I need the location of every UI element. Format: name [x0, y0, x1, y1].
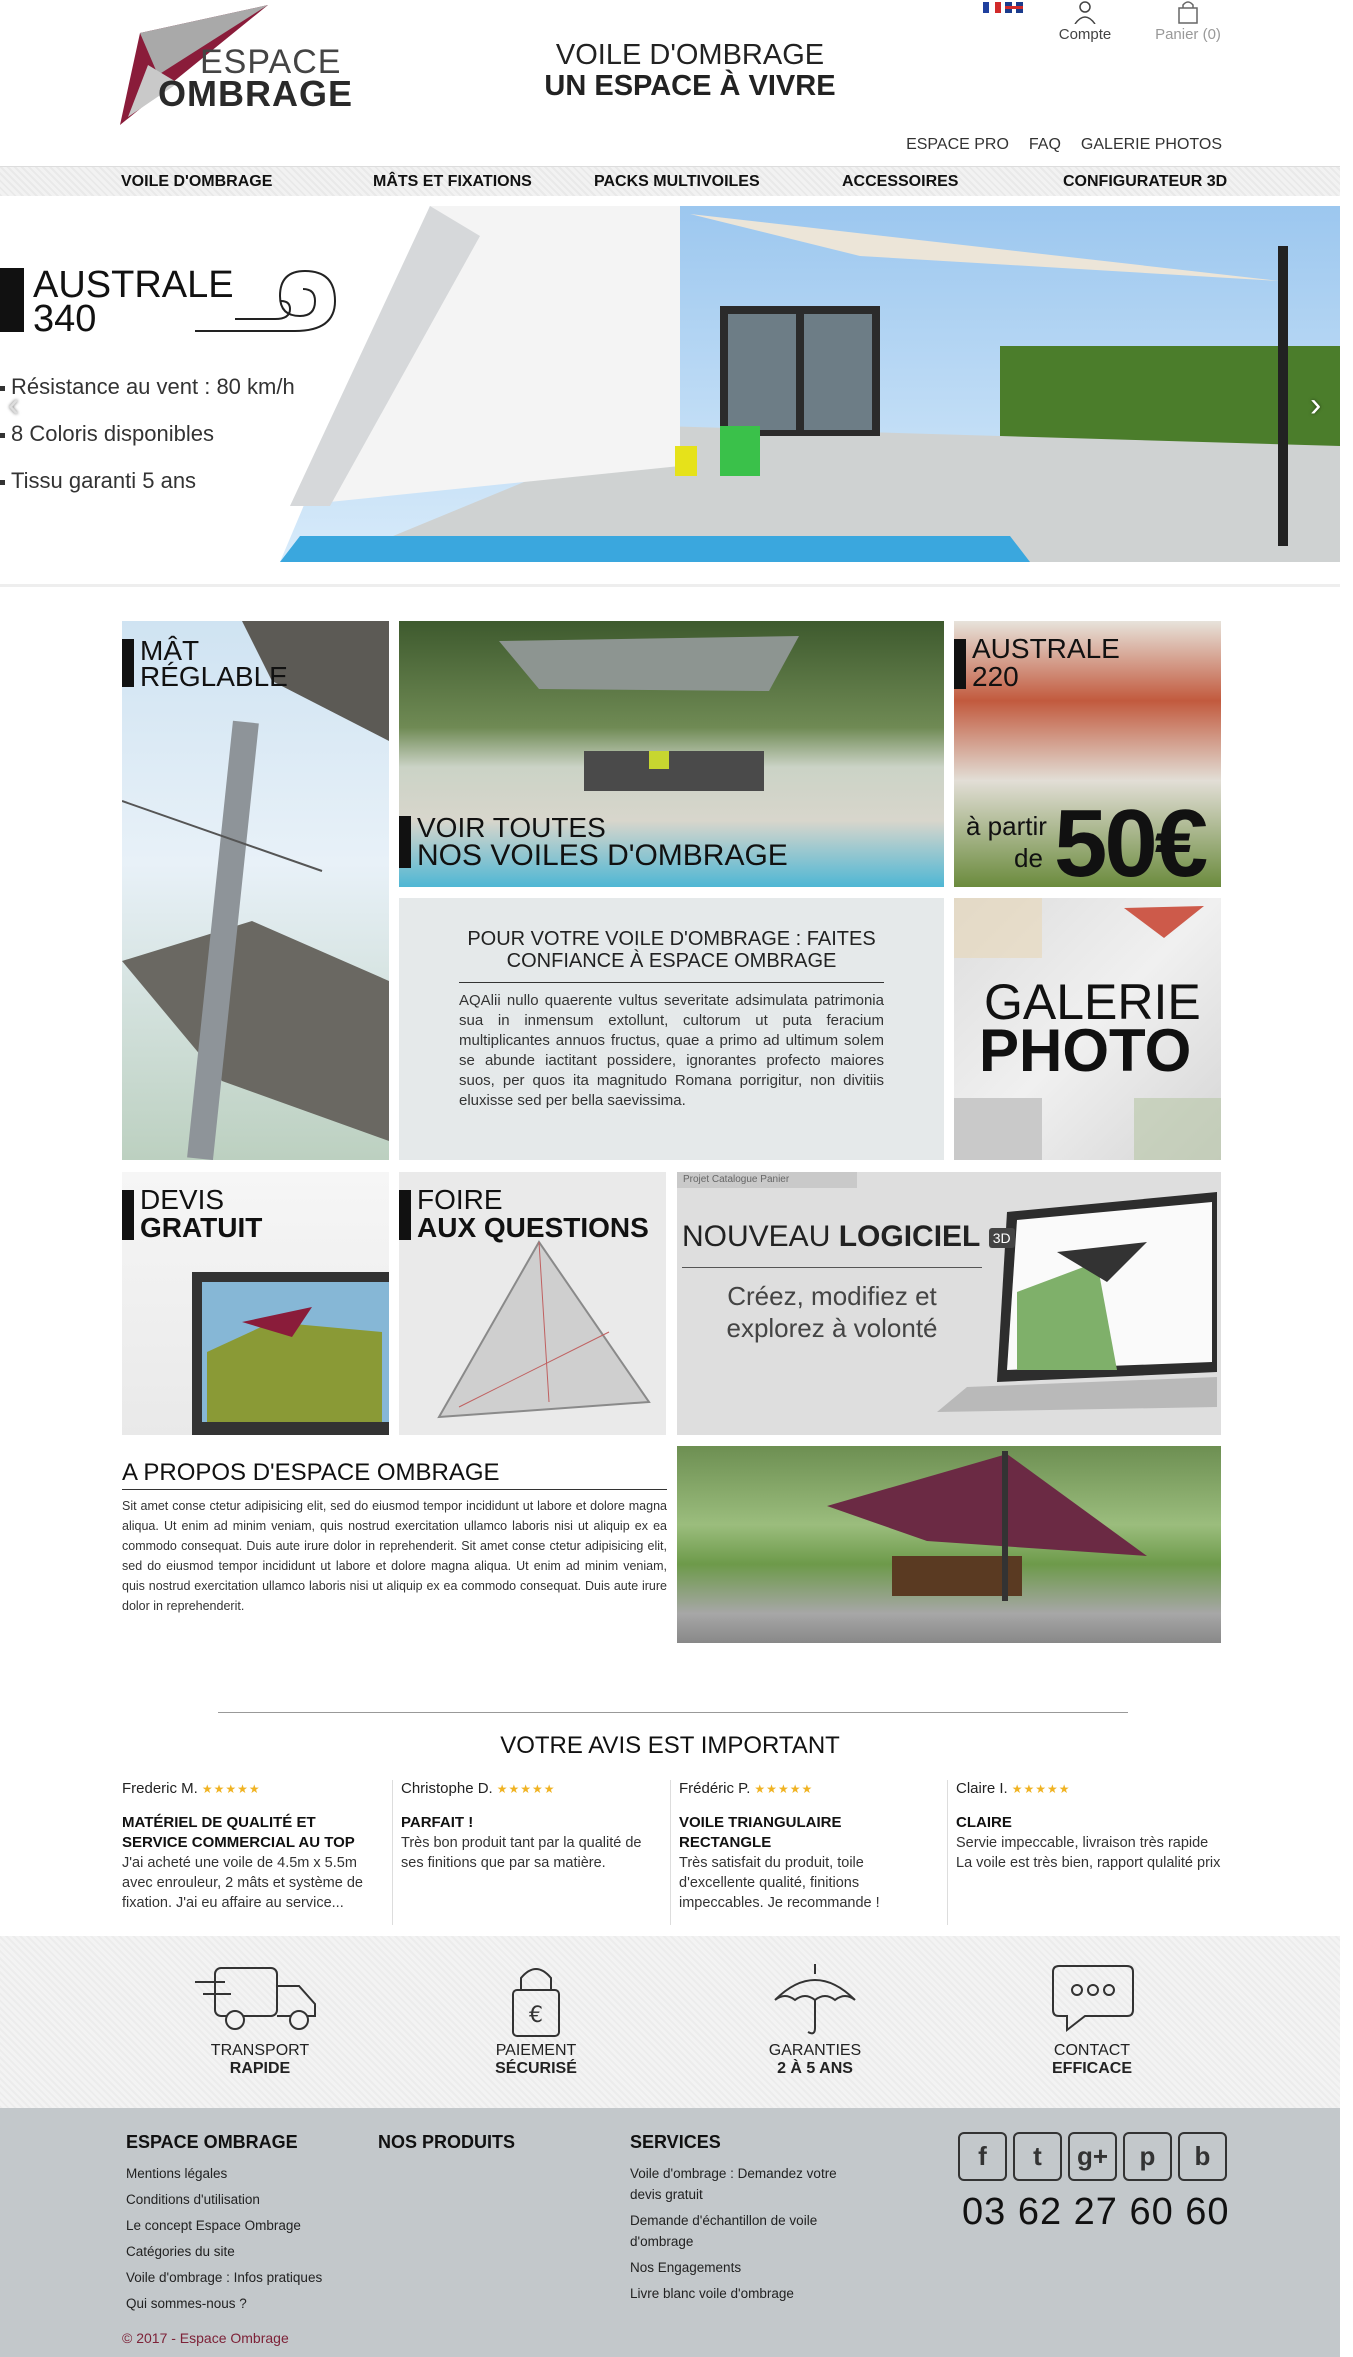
logiciel-title: [682, 1220, 1015, 1254]
reviews-title: VOTRE AVIS EST IMPORTANT: [500, 1732, 840, 1759]
divider: [218, 1712, 1128, 1713]
wind-swirl-icon: [195, 261, 340, 341]
garden-sail-image: [677, 1446, 1221, 1643]
review-author-name: Frederic M.: [122, 1780, 198, 1797]
confiance-text: AQAlii nullo quaerente vultus severitate adsimulata patrimonia sua in inmensum extollunt, cultorum ut puta feracium multiplicantes annuos fructus, quae a primo ad ultimum solem se abunde iactitant possidere, ignorantes profecto maiores suos, per quos ita magnitudo Romana porrigitur, non divitiis eluxisse sed per bella saevissima.: [459, 992, 884, 1109]
logo-text-bottom: OMBRAGE: [158, 73, 353, 114]
review-text: Très bon produit tant par la qualité de ses finitions que par sa matière.: [401, 1835, 642, 1871]
logiciel-3d-badge: 3D: [989, 1228, 1015, 1248]
tagline: [540, 40, 840, 102]
link-galerie-photos[interactable]: GALERIE PHOTOS: [1080, 136, 1222, 153]
review-author-name: Claire I.: [956, 1780, 1008, 1797]
slider-next-button[interactable]: ›: [1310, 386, 1322, 424]
tile-devis-gratuit[interactable]: [122, 1172, 389, 1435]
logo-text-top: ESPACE: [200, 43, 342, 81]
top-links: [906, 136, 1222, 154]
footer-link[interactable]: Mentions légales: [126, 2166, 228, 2181]
flag-fr-icon[interactable]: [983, 2, 1001, 13]
benefits-bar: [0, 1936, 1340, 2108]
google-plus-icon[interactable]: g+: [1068, 2132, 1117, 2181]
user-icon: [1073, 0, 1097, 24]
review-author: [679, 1780, 928, 1797]
footer-col-produits: [378, 2132, 598, 2163]
star-rating-icon: ★★★★★: [1011, 1782, 1071, 1796]
footer-col-services: [630, 2132, 860, 2309]
svg-text:€: €: [529, 2003, 543, 2028]
footer-link[interactable]: Voile d'ombrage : Demandez votre devis gratuit: [630, 2166, 837, 2202]
divider: [0, 584, 1340, 587]
footer-col-title: ESPACE OMBRAGE: [126, 2132, 298, 2152]
flag-gb-icon[interactable]: [1005, 2, 1023, 13]
divider: [682, 1267, 982, 1268]
tile-accent-bar: [399, 816, 411, 868]
main-nav: [0, 166, 1340, 196]
review-title: VOILE TRIANGULAIRE RECTANGLE: [679, 1814, 842, 1851]
tile-title-line1: DEVIS: [140, 1184, 225, 1215]
tile-title-line2: AUX QUESTIONS: [417, 1212, 649, 1243]
tile-title-line2: RÉGLABLE: [140, 661, 288, 692]
nav-accessoires[interactable]: ACCESSOIRES: [842, 173, 959, 190]
tile-title-line1: MÂT: [140, 635, 200, 666]
benefit-line2: 2 À 5 ANS: [777, 2060, 853, 2077]
logiciel-title-light: NOUVEAU: [682, 1220, 839, 1253]
tile-accent-bar: [399, 1190, 411, 1240]
review-text: J'ai acheté une voile de 4.5m x 5.5m avec enrouleur, 2 mâts et système de fixation. J'ai eu affaire au service...: [122, 1855, 363, 1911]
confiance-title: POUR VOTRE VOILE D'OMBRAGE : FAITES CONFIANCE À ESPACE OMBRAGE: [459, 928, 884, 983]
footer-link[interactable]: Nos Engagements: [630, 2260, 742, 2275]
nav-mats-fixations[interactable]: MÂTS ET FIXATIONS: [373, 173, 532, 190]
benefit-transport: [170, 1960, 350, 2078]
review-author: [956, 1780, 1221, 1797]
from-label: à partir: [966, 811, 1047, 841]
hero-feature: Résistance au vent : 80 km/h: [0, 374, 295, 400]
link-faq[interactable]: FAQ: [1028, 136, 1061, 153]
social-links: [958, 2132, 1227, 2181]
tile-confiance: [399, 898, 944, 1160]
galerie-title-line1: GALERIE: [984, 974, 1201, 1030]
hero-title-line1: AUSTRALE: [33, 264, 234, 306]
truck-icon: [195, 1960, 325, 2038]
benefit-paiement: [446, 1960, 626, 2078]
shopping-bag-icon: [1177, 0, 1199, 24]
account-label: Compte: [1058, 26, 1112, 43]
umbrella-icon: [750, 1960, 880, 2038]
nav-voile-ombrage[interactable]: VOILE D'OMBRAGE: [121, 173, 273, 190]
review-author: [122, 1780, 380, 1797]
tile-faq[interactable]: [399, 1172, 666, 1435]
logiciel-toolbar: Projet Catalogue Panier: [677, 1172, 857, 1188]
tagline-line2: UN ESPACE À VIVRE: [544, 70, 836, 102]
review-text: Servie impeccable, livraison très rapide La voile est très bien, rapport qulalité prix: [956, 1835, 1221, 1871]
review-author-name: Christophe D.: [401, 1780, 493, 1797]
hero-accent-bar: [0, 268, 24, 332]
chat-bubble-icon: [1027, 1960, 1157, 2038]
benefit-line1: PAIEMENT: [495, 2042, 577, 2059]
tile-title-line1: FOIRE: [417, 1184, 503, 1215]
hero-feature: Tissu garanti 5 ans: [0, 468, 196, 494]
twitter-icon[interactable]: t: [1013, 2132, 1062, 2181]
tile-galerie-photo[interactable]: [954, 898, 1221, 1160]
review-card: [947, 1780, 1221, 1925]
tagline-line1: VOILE D'OMBRAGE: [555, 39, 825, 71]
cart-label: Panier (0): [1155, 26, 1221, 43]
review-card: [392, 1780, 650, 1925]
tile-title-line2: GRATUIT: [140, 1212, 263, 1243]
footer-col-title: SERVICES: [630, 2132, 721, 2152]
footer-link[interactable]: Catégories du site: [126, 2244, 235, 2259]
logiciel-subtitle: Créez, modifiez et explorez à volonté: [726, 1281, 938, 1343]
review-author: [401, 1780, 650, 1797]
review-text: Très satisfait du produit, toile d'excellente qualité, finitions impeccables. Je recommande !: [679, 1855, 880, 1911]
review-card: [122, 1780, 380, 1925]
footer-link[interactable]: Le concept Espace Ombrage: [126, 2218, 301, 2233]
footer-col-espace-ombrage: [126, 2132, 366, 2319]
mast-image: [122, 621, 389, 1160]
padlock-euro-icon: [471, 1960, 601, 2038]
hero-title-line2: 340: [33, 298, 97, 340]
benefit-garanties: [725, 1960, 905, 2078]
benefit-line1: GARANTIES: [768, 2042, 862, 2059]
from-label: de: [1014, 843, 1043, 873]
tile-voir-voiles[interactable]: [399, 621, 944, 887]
tile-nouveau-logiciel[interactable]: [677, 1172, 1221, 1435]
footer-link[interactable]: Conditions d'utilisation: [126, 2192, 260, 2207]
tile-australe-220[interactable]: [954, 621, 1221, 887]
account-link[interactable]: [1055, 0, 1115, 43]
copyright: © 2017 - Espace Ombrage: [122, 2330, 289, 2346]
cart-link[interactable]: [1148, 0, 1228, 43]
galerie-title-line2: PHOTO: [979, 1017, 1192, 1084]
nav-packs-multivoiles[interactable]: PACKS MULTIVOILES: [594, 173, 760, 190]
facebook-icon[interactable]: f: [958, 2132, 1007, 2181]
benefit-line1: TRANSPORT: [210, 2042, 310, 2059]
review-title: PARFAIT !: [401, 1814, 474, 1831]
tile-title-line1: AUSTRALE: [972, 633, 1120, 664]
slider-prev-button[interactable]: ‹: [8, 386, 20, 424]
footer-link[interactable]: Livre blanc voile d'ombrage: [630, 2286, 794, 2301]
tile-title-line2: NOS VOILES D'OMBRAGE: [417, 839, 788, 872]
tile-title-line1: VOIR TOUTES: [417, 812, 606, 843]
blog-icon[interactable]: b: [1178, 2132, 1227, 2181]
benefit-contact: [1002, 1960, 1182, 2078]
logiciel-title-bold: LOGICIEL: [838, 1220, 981, 1253]
benefit-line2: SÉCURISÉ: [495, 2060, 577, 2077]
benefit-line2: RAPIDE: [229, 2060, 291, 2077]
review-author-name: Frédéric P.: [679, 1780, 751, 1797]
about-text: Sit amet conse ctetur adipisicing elit, sed do eiusmod tempor incididunt ut labore et dolore magna aliqua. Ut enim ad minim veniam, quis nostrud exercitation ullamco laboris nisi ut aliquip ex ea commodo consequat. Duis aute irure dolor in reprehenderit. Sit amet conse ctetur adipisicing elit, sed do eiusmod tempor incididunt ut labore et dolore magna aliqua. Ut enim ad minim veniam, quis nostrud exercitation ullamco laboris nisi ut aliquip ex ea commodo consequat. Duis aute irure dolor in reprehenderit.: [122, 1499, 667, 1613]
pinterest-icon[interactable]: p: [1123, 2132, 1172, 2181]
footer-link[interactable]: Voile d'ombrage : Infos pratiques: [126, 2270, 323, 2285]
tile-accent-bar: [954, 639, 966, 689]
star-rating-icon: ★★★★★: [496, 1782, 556, 1796]
hero-feature: 8 Coloris disponibles: [0, 421, 214, 447]
review-title: MATÉRIEL DE QUALITÉ ET SERVICE COMMERCIAL AU TOP: [122, 1814, 355, 1851]
footer-link[interactable]: Qui sommes-nous ?: [126, 2296, 247, 2311]
about-title: A PROPOS D'ESPACE OMBRAGE: [122, 1459, 667, 1490]
star-rating-icon: ★★★★★: [201, 1782, 261, 1796]
phone-number[interactable]: 03 62 27 60 60: [962, 2191, 1230, 2233]
benefit-line1: CONTACT: [1053, 2042, 1131, 2059]
star-rating-icon: ★★★★★: [754, 1782, 814, 1796]
nav-configurateur-3d[interactable]: CONFIGURATEUR 3D: [1063, 173, 1228, 190]
link-espace-pro[interactable]: ESPACE PRO: [906, 136, 1009, 153]
tile-title-line2: 220: [972, 661, 1019, 692]
review-card: [670, 1780, 928, 1925]
tile-accent-bar: [122, 1190, 134, 1240]
logo[interactable]: [118, 5, 353, 130]
hero-slider: [0, 206, 1340, 568]
tile-mat-reglable[interactable]: [122, 621, 389, 1160]
review-title: CLAIRE: [956, 1814, 1012, 1831]
price-label: 50€: [1054, 790, 1206, 887]
site-footer: [0, 2108, 1340, 2357]
benefit-line2: EFFICACE: [1052, 2060, 1132, 2077]
language-switcher: [983, 2, 1023, 13]
footer-col-title: NOS PRODUITS: [378, 2132, 516, 2152]
footer-link[interactable]: Demande d'échantillon de voile d'ombrage: [630, 2213, 818, 2249]
about-image: [677, 1446, 1221, 1643]
site-header: [0, 0, 1353, 166]
tile-accent-bar: [122, 639, 134, 687]
